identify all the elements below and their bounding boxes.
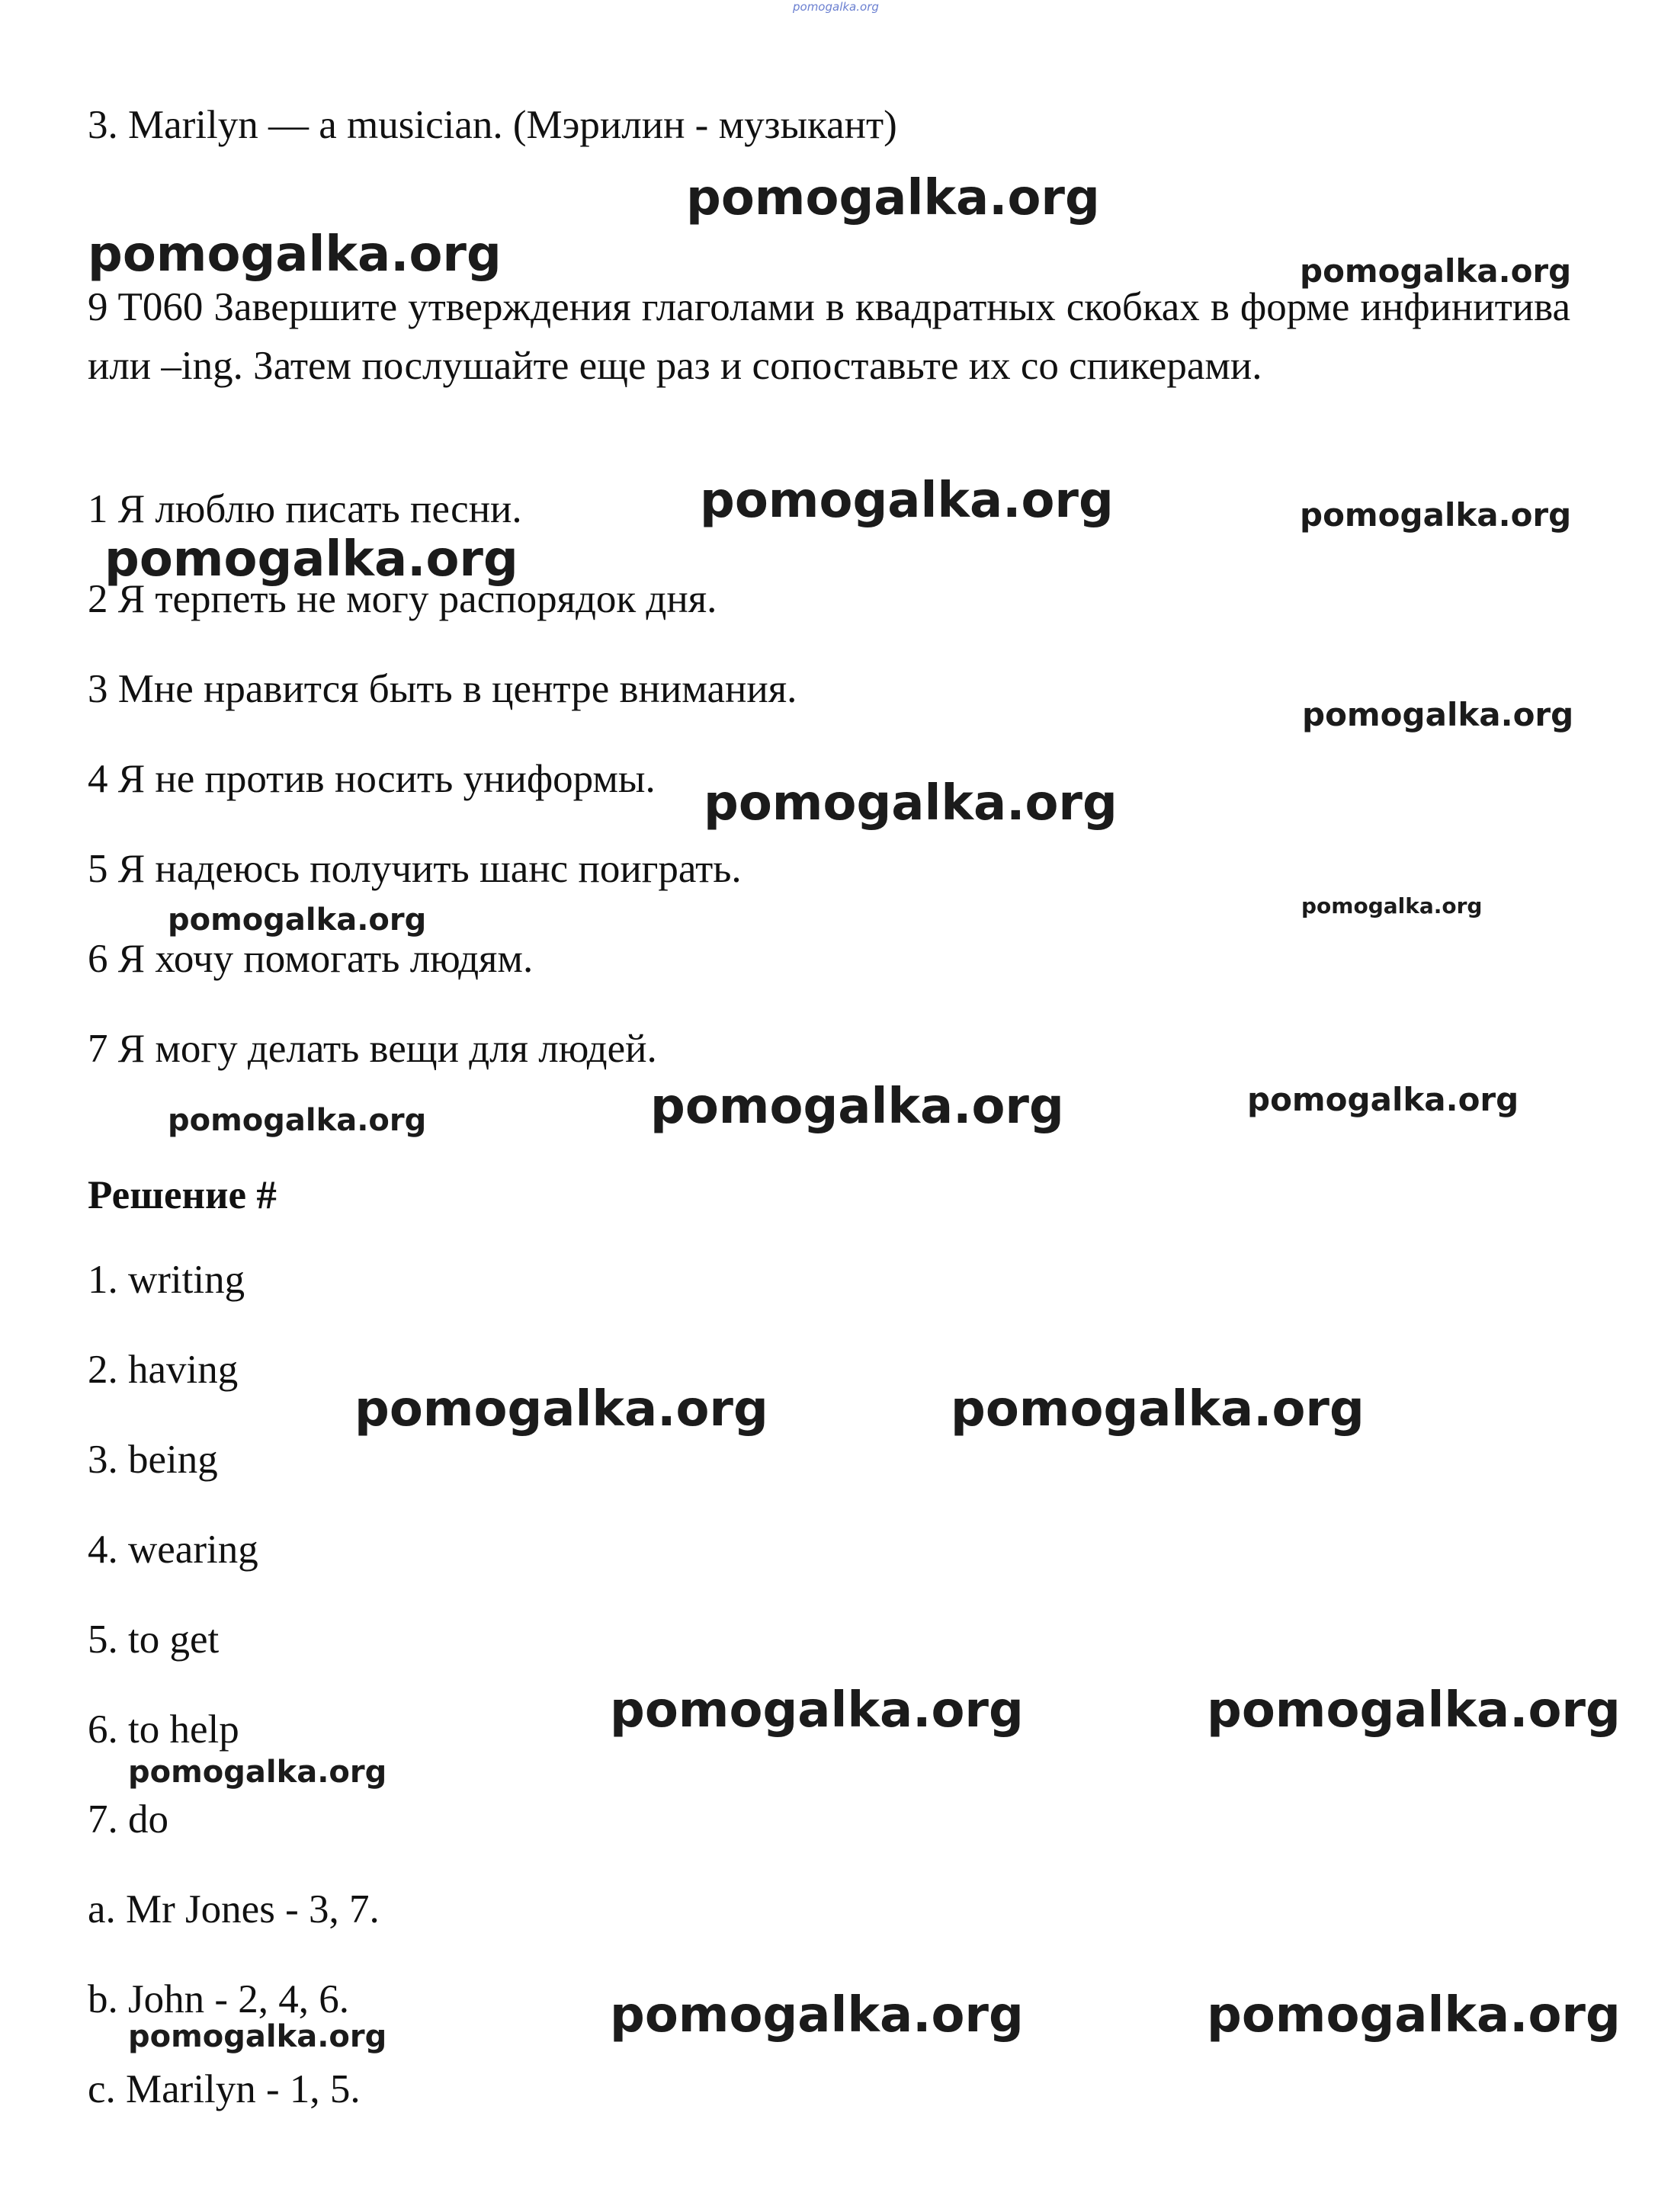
answer-item: 5. to get bbox=[88, 1617, 220, 1662]
watermark: pomogalka.org bbox=[1300, 252, 1572, 290]
watermark: pomogalka.org bbox=[704, 775, 1118, 832]
watermark: pomogalka.org bbox=[650, 1079, 1064, 1135]
watermark: pomogalka.org bbox=[610, 1987, 1024, 2044]
watermark: pomogalka.org bbox=[104, 531, 518, 588]
statement-item: 5 Я надеюсь получить шанс поиграть. bbox=[88, 847, 742, 891]
watermark: pomogalka.org bbox=[128, 1755, 387, 1790]
task-instructions: 9 T060 Завершите утверждения глаголами в квадратных скобках в форме инфинитива или –ing. Затем послушайте еще раз и сопоставьте их со спикерами. bbox=[88, 285, 1570, 388]
statement-item: 1 Я люблю писать песни. bbox=[88, 487, 522, 531]
solution-heading: Решение # bbox=[88, 1173, 277, 1217]
watermark: pomogalka.org bbox=[168, 1103, 427, 1138]
watermark: pomogalka.org bbox=[128, 2019, 387, 2054]
match-item: b. John - 2, 4, 6. bbox=[88, 1977, 350, 2021]
statement-item: 4 Я не против носить униформы. bbox=[88, 757, 656, 801]
watermark: pomogalka.org bbox=[700, 473, 1114, 529]
watermark: pomogalka.org bbox=[1207, 1987, 1621, 2044]
answer-item: 4. wearing bbox=[88, 1528, 258, 1572]
statement-item: 2 Я терпеть не могу распорядок дня. bbox=[88, 577, 717, 621]
statement-item: 7 Я могу делать вещи для людей. bbox=[88, 1027, 657, 1071]
answer-item: 3. being bbox=[88, 1438, 218, 1482]
answer-item: 2. having bbox=[88, 1348, 239, 1392]
watermark: pomogalka.org bbox=[686, 170, 1100, 226]
watermark: pomogalka.org bbox=[1300, 496, 1572, 534]
header-watermark: pomogalka.org bbox=[793, 0, 879, 14]
watermark: pomogalka.org bbox=[951, 1381, 1365, 1438]
watermark: pomogalka.org bbox=[1301, 893, 1483, 918]
match-item: c. Marilyn - 1, 5. bbox=[88, 2067, 361, 2111]
watermark: pomogalka.org bbox=[1302, 696, 1574, 733]
match-item: a. Mr Jones - 3, 7. bbox=[88, 1887, 380, 1931]
statement-item: 6 Я хочу помогать людям. bbox=[88, 937, 534, 981]
watermark: pomogalka.org bbox=[88, 226, 502, 283]
previous-answer-line: 3. Marilyn — a musician. (Мэрилин - музыкант) bbox=[88, 103, 897, 147]
watermark: pomogalka.org bbox=[1247, 1081, 1519, 1118]
watermark: pomogalka.org bbox=[354, 1381, 768, 1438]
statement-item: 3 Мне нравится быть в центре внимания. bbox=[88, 667, 797, 711]
watermark: pomogalka.org bbox=[168, 902, 427, 938]
answer-item: 7. do bbox=[88, 1797, 168, 1842]
answer-item: 1. writing bbox=[88, 1258, 245, 1302]
watermark: pomogalka.org bbox=[610, 1682, 1024, 1739]
watermark: pomogalka.org bbox=[1207, 1682, 1621, 1739]
answer-item: 6. to help bbox=[88, 1707, 239, 1752]
